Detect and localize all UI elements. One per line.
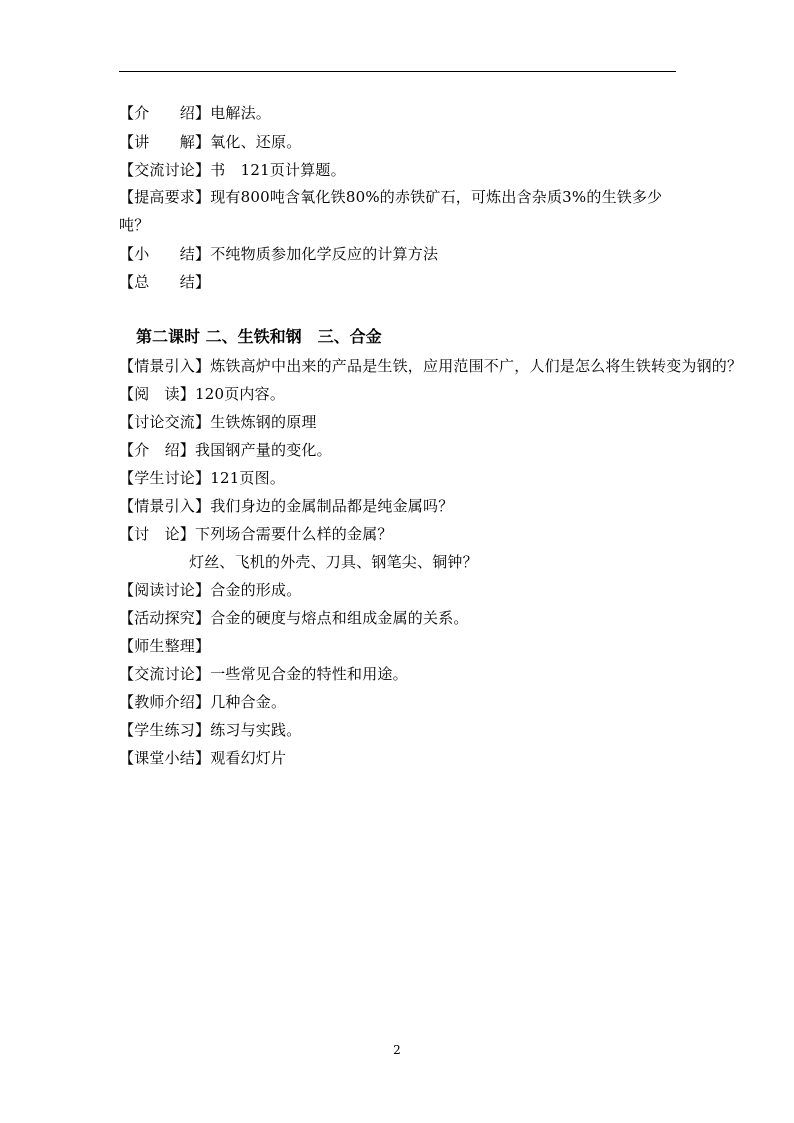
lesson2-title: 第二课时 二、生铁和钢 三、合金 — [136, 327, 382, 346]
lesson2-line-examples: 灯丝、飞机的外壳、刀具、钢笔尖、铜钟？ — [189, 553, 478, 571]
lesson1-line-conclusion: 【总 结】 — [119, 273, 211, 291]
lesson2-line-practice: 【学生练习】练习与实践。 — [119, 721, 302, 739]
lesson2-line-discuss: 【讨 论】下列场合需要什么样的金属？ — [119, 525, 393, 543]
lesson1-line-explain: 【讲 解】氧化、还原。 — [119, 133, 302, 151]
lesson2-line-exchange: 【交流讨论】一些常见合金的特性和用途。 — [119, 665, 408, 683]
lesson2-line-summary: 【课堂小结】观看幻灯片 — [119, 749, 287, 767]
lesson2-line-organize: 【师生整理】 — [119, 637, 211, 655]
lesson2-line-student-discussion: 【学生讨论】121页图。 — [119, 469, 286, 487]
lesson2-line-discussion: 【讨论交流】生铁炼钢的原理 — [119, 413, 317, 431]
lesson1-line-discussion: 【交流讨论】书 121页计算题。 — [119, 161, 346, 179]
lesson2-line-scenario: 【情景引入】炼铁高炉中出来的产品是生铁，应用范围不广，人们是怎么将生铁转变为钢的？ — [119, 357, 743, 375]
header-rule — [119, 71, 676, 72]
lesson2-line-scenario-2: 【情景引入】我们身边的金属制品都是纯金属吗？ — [119, 497, 454, 515]
lesson2-line-reading: 【阅 读】120页内容。 — [119, 385, 286, 403]
lesson2-line-teacher: 【教师介绍】几种合金。 — [119, 693, 287, 711]
lesson2-line-activity: 【活动探究】合金的硬度与熔点和组成金属的关系。 — [119, 609, 469, 627]
lesson2-line-reading-discussion: 【阅读讨论】合金的形成。 — [119, 581, 302, 599]
lesson1-line-intro: 【介 绍】电解法。 — [119, 104, 272, 122]
page-number: 2 — [393, 1043, 401, 1057]
lesson1-line-summary: 【小 结】不纯物质参加化学反应的计算方法 — [119, 245, 439, 263]
lesson2-line-intro: 【介 绍】我国钢产量的变化。 — [119, 441, 332, 459]
lesson1-line-requirement: 【提高要求】现有800吨含氧化铁80%的赤铁矿石，可炼出含杂质3%的生铁多少吨？ — [119, 188, 663, 234]
